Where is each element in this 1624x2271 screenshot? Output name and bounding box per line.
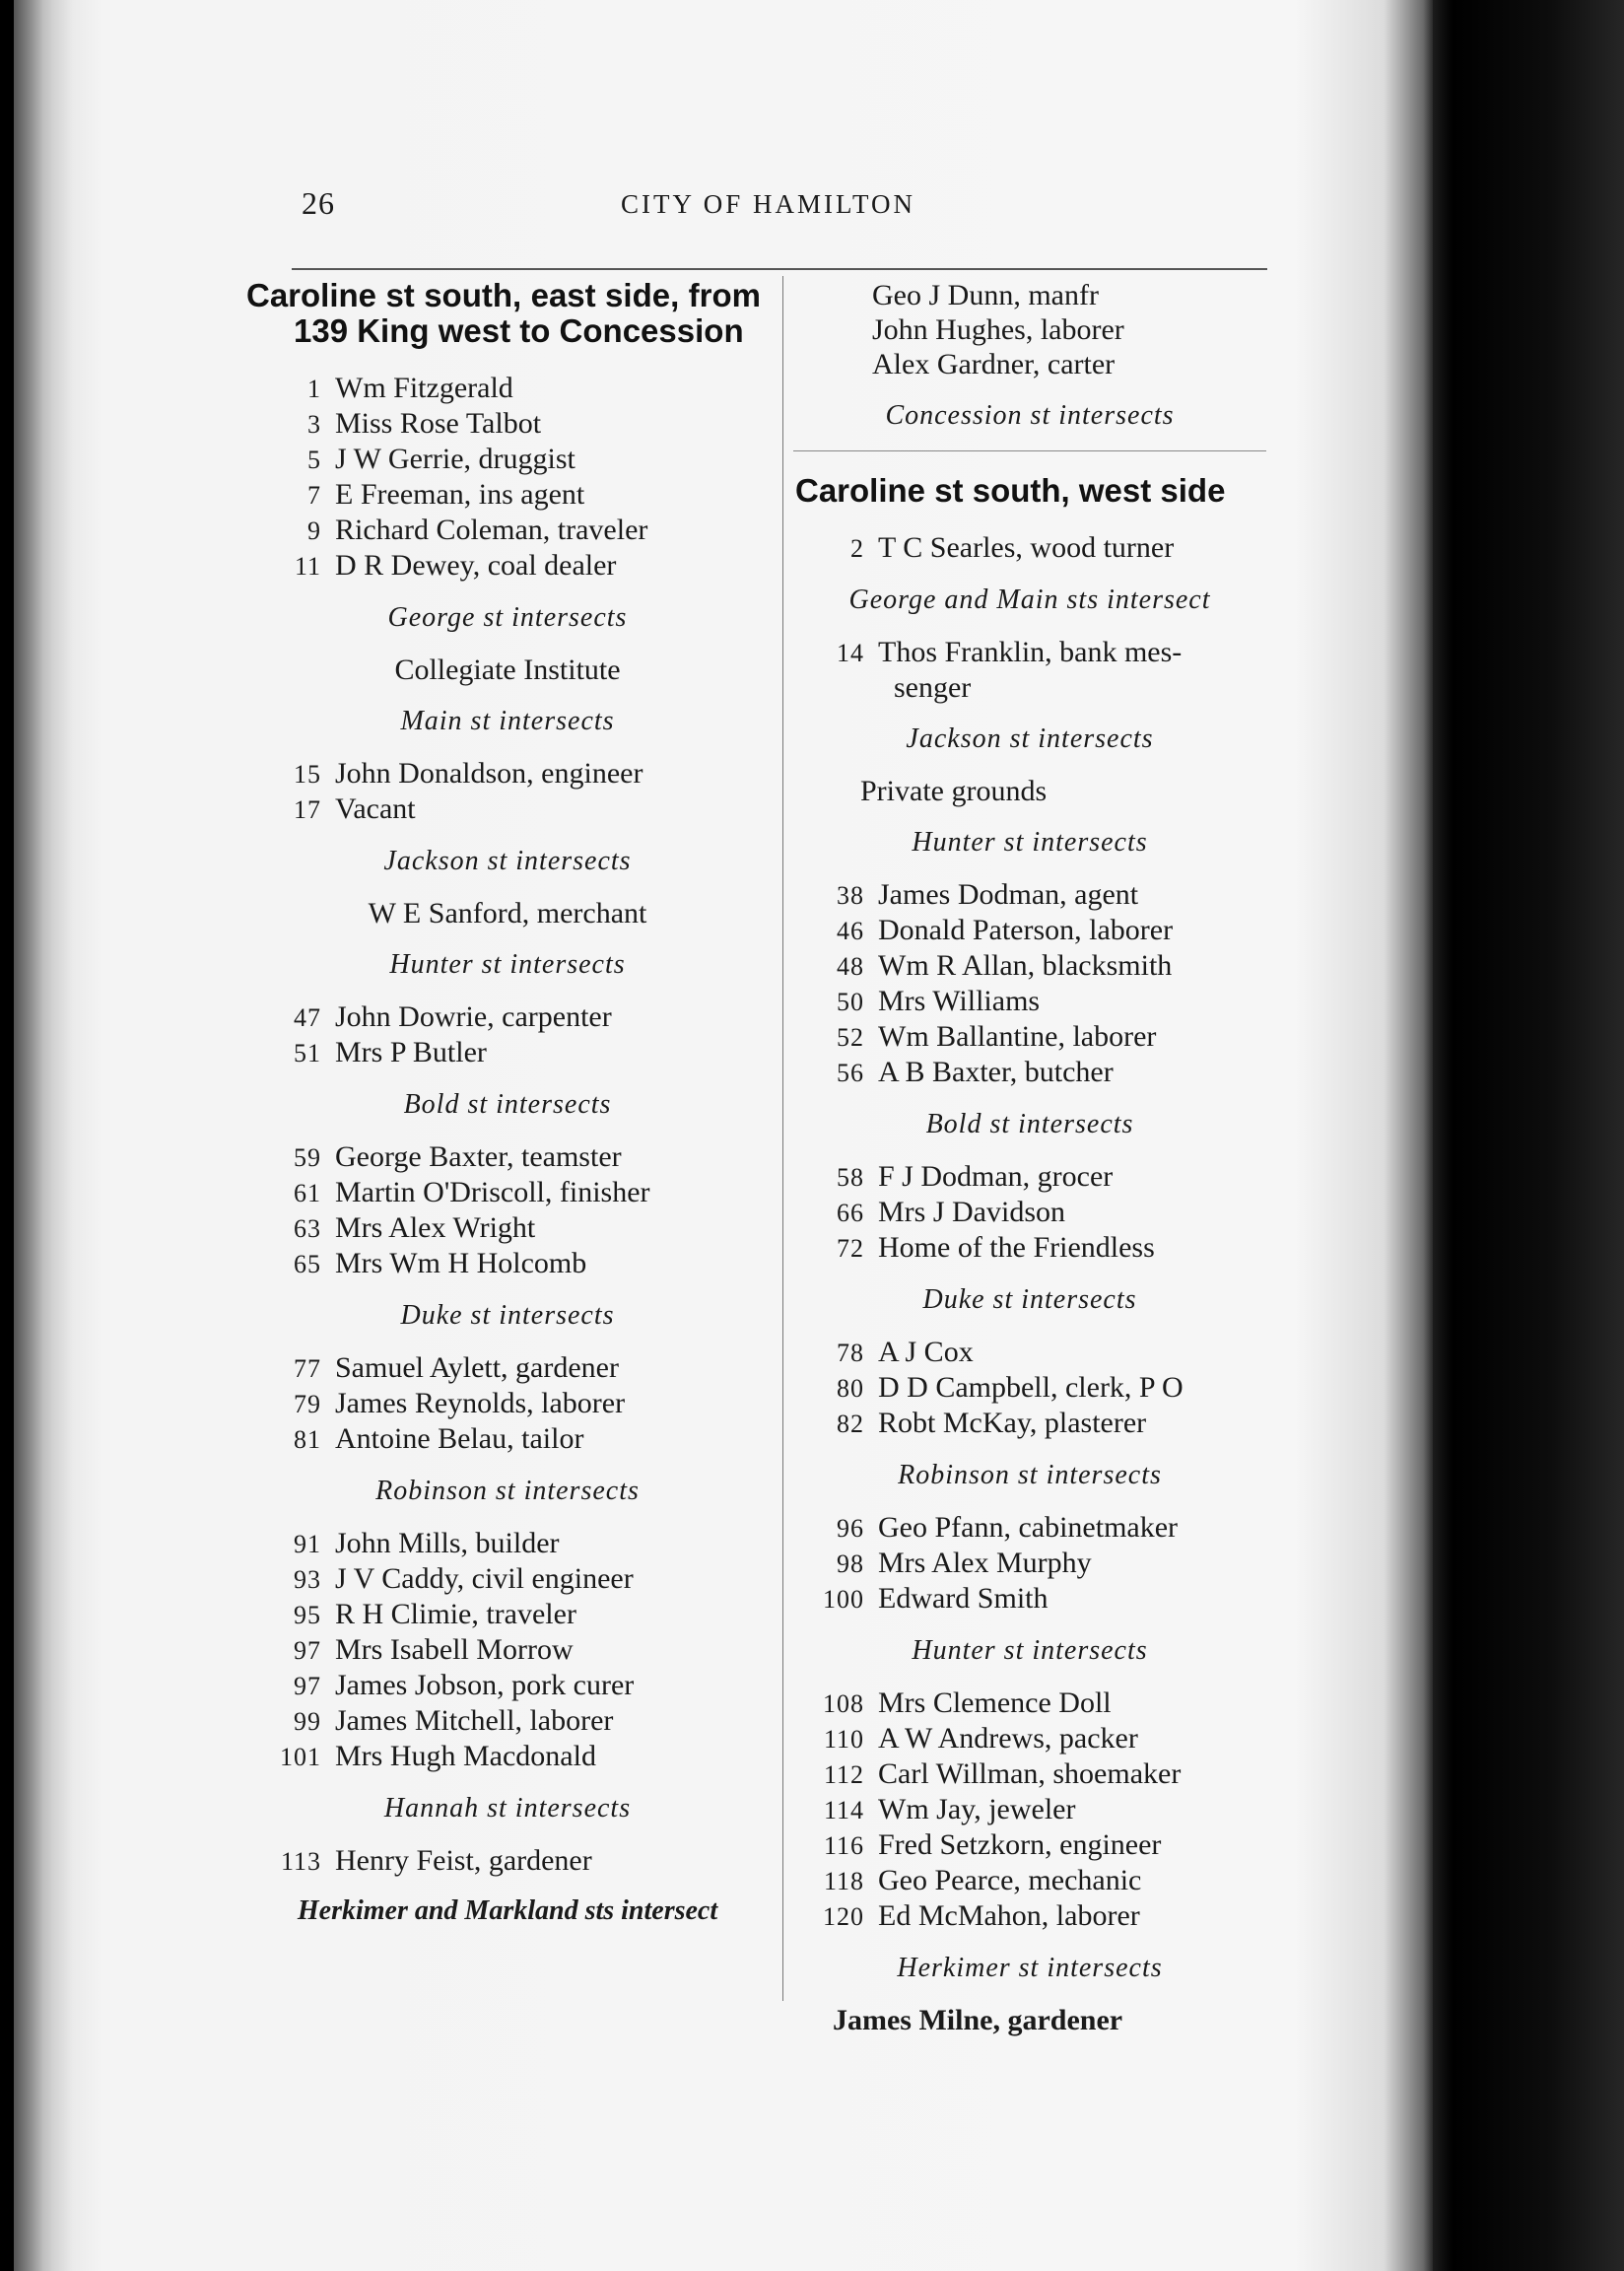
right-entries bbox=[783, 877, 1276, 1985]
directory-entry bbox=[783, 1195, 1276, 1230]
property-note: Private grounds bbox=[860, 775, 1048, 807]
directory-entry bbox=[783, 1546, 1276, 1581]
resident-name: Ed McMahon, laborer bbox=[878, 1899, 1140, 1932]
resident-name: James Jobson, pork curer bbox=[335, 1669, 635, 1701]
house-number: 65 bbox=[294, 1250, 321, 1278]
header-rule bbox=[292, 268, 1267, 270]
directory-entry bbox=[783, 530, 1276, 566]
continued-entry: John Hughes, laborer bbox=[872, 313, 1124, 346]
house-number: 38 bbox=[837, 881, 864, 910]
resident-name: A B Baxter, butcher bbox=[878, 1056, 1114, 1088]
house-number: 112 bbox=[823, 1760, 864, 1789]
resident-name: John Mills, builder bbox=[335, 1527, 560, 1559]
directory-entry bbox=[246, 999, 769, 1035]
directory-entry bbox=[246, 1526, 769, 1561]
property-note: Collegiate Institute bbox=[394, 654, 621, 686]
cross-street: Bold st intersects bbox=[925, 1109, 1134, 1139]
resident-name: Edward Smith bbox=[878, 1582, 1049, 1615]
resident-name: Thos Franklin, bank mes- bbox=[878, 636, 1183, 668]
house-number: 3 bbox=[307, 410, 321, 439]
resident-name: E Freeman, ins agent bbox=[335, 478, 585, 511]
resident-name: Mrs Williams bbox=[878, 985, 1041, 1017]
house-number: 11 bbox=[294, 552, 321, 581]
resident-name: James Mitchell, laborer bbox=[335, 1704, 614, 1737]
house-number: 17 bbox=[294, 795, 321, 824]
house-number: 59 bbox=[294, 1143, 321, 1172]
directory-entry bbox=[246, 1597, 769, 1632]
house-number: 91 bbox=[294, 1530, 321, 1558]
directory-entry bbox=[783, 1863, 1276, 1898]
resident-name: J V Caddy, civil engineer bbox=[335, 1562, 634, 1595]
right-column bbox=[783, 278, 1276, 2051]
street-heading-west-side: Caroline st south, west side bbox=[795, 472, 1226, 509]
cross-street: Hunter st intersects bbox=[912, 827, 1148, 858]
directory-entry bbox=[783, 1406, 1276, 1441]
cross-street: George and Main sts intersect bbox=[848, 585, 1211, 615]
house-number: 46 bbox=[837, 917, 864, 945]
directory-entry bbox=[246, 1210, 769, 1246]
house-number: 52 bbox=[837, 1023, 864, 1052]
resident-name: James Reynolds, laborer bbox=[335, 1387, 626, 1419]
house-number: 77 bbox=[294, 1354, 321, 1383]
directory-entry bbox=[783, 877, 1276, 913]
house-number: 96 bbox=[837, 1514, 864, 1543]
house-number: 81 bbox=[294, 1425, 321, 1454]
directory-entry bbox=[246, 791, 769, 827]
cross-street: Jackson st intersects bbox=[383, 846, 632, 876]
resident-name: Mrs Wm H Holcomb bbox=[335, 1247, 587, 1279]
directory-entry bbox=[246, 513, 769, 548]
directory-entry bbox=[783, 1019, 1276, 1055]
resident-name: Mrs Alex Murphy bbox=[878, 1547, 1092, 1579]
house-number: 1 bbox=[307, 375, 321, 403]
directory-entry bbox=[246, 406, 769, 442]
cross-street: Robinson st intersects bbox=[375, 1476, 640, 1506]
resident-name: J W Gerrie, druggist bbox=[335, 443, 575, 475]
resident-name: John Donaldson, engineer bbox=[335, 757, 643, 790]
house-number: 80 bbox=[837, 1374, 864, 1403]
left-entries bbox=[246, 371, 769, 1879]
resident-name: John Dowrie, carpenter bbox=[335, 1000, 612, 1033]
resident-name: Richard Coleman, traveler bbox=[335, 514, 648, 546]
directory-entry bbox=[783, 1898, 1276, 1934]
directory-entry bbox=[246, 1703, 769, 1739]
continued-entry: Alex Gardner, carter bbox=[872, 348, 1116, 380]
house-number: 93 bbox=[294, 1565, 321, 1594]
next-page-edge bbox=[1433, 0, 1624, 2271]
directory-entry bbox=[246, 1139, 769, 1175]
house-number: 51 bbox=[294, 1039, 321, 1067]
running-title: CITY OF HAMILTON bbox=[621, 189, 916, 219]
house-number: 48 bbox=[837, 952, 864, 981]
directory-entry bbox=[246, 371, 769, 406]
resident-name: Miss Rose Talbot bbox=[335, 407, 542, 440]
resident-name: D R Dewey, coal dealer bbox=[335, 549, 617, 582]
house-number: 63 bbox=[294, 1214, 321, 1243]
resident-name: Donald Paterson, laborer bbox=[878, 914, 1174, 946]
house-number: 50 bbox=[837, 988, 864, 1016]
resident-name: F J Dodman, grocer bbox=[878, 1160, 1114, 1193]
house-number: 120 bbox=[823, 1902, 864, 1931]
resident-name: Mrs Clemence Doll bbox=[878, 1686, 1112, 1719]
directory-entry bbox=[246, 1175, 769, 1210]
resident-name: Wm R Allan, blacksmith bbox=[878, 949, 1173, 982]
house-number: 14 bbox=[837, 639, 864, 667]
directory-entry bbox=[246, 1632, 769, 1668]
directory-entry bbox=[783, 1510, 1276, 1546]
resident-name: R H Climie, traveler bbox=[335, 1598, 576, 1630]
cross-street: Hunter st intersects bbox=[912, 1635, 1148, 1666]
house-number: 118 bbox=[823, 1867, 864, 1895]
cross-street: Hannah st intersects bbox=[383, 1793, 632, 1824]
house-number: 66 bbox=[837, 1199, 864, 1227]
directory-entry bbox=[246, 1386, 769, 1421]
cross-street: Duke st intersects bbox=[922, 1284, 1137, 1315]
directory-entry bbox=[246, 1350, 769, 1386]
resident-name: Wm Jay, jeweler bbox=[878, 1793, 1076, 1825]
directory-entry bbox=[783, 1159, 1276, 1195]
resident-name: Geo Pfann, cabinetmaker bbox=[878, 1511, 1179, 1544]
resident-name: T C Searles, wood turner bbox=[878, 531, 1175, 564]
resident-name: Mrs Hugh Macdonald bbox=[335, 1740, 596, 1772]
house-number: 58 bbox=[837, 1163, 864, 1192]
page-header bbox=[0, 185, 1624, 235]
house-number: 15 bbox=[294, 760, 321, 789]
directory-entry bbox=[783, 948, 1276, 984]
house-number: 56 bbox=[837, 1059, 864, 1087]
directory-entry bbox=[246, 1561, 769, 1597]
directory-entry bbox=[783, 1055, 1276, 1090]
resident-name: A J Cox bbox=[878, 1336, 974, 1368]
house-number: 114 bbox=[823, 1796, 864, 1824]
resident-name: Mrs P Butler bbox=[335, 1036, 487, 1068]
resident-name: Robt McKay, plasterer bbox=[878, 1407, 1147, 1439]
directory-entry bbox=[246, 1035, 769, 1070]
cross-street: Duke st intersects bbox=[400, 1300, 615, 1331]
directory-entry bbox=[783, 1827, 1276, 1863]
directory-entry bbox=[783, 913, 1276, 948]
book-spine-shadow bbox=[14, 0, 73, 2271]
directory-entry bbox=[246, 442, 769, 477]
directory-entry bbox=[783, 1230, 1276, 1266]
resident-name-continued: senger bbox=[894, 671, 972, 704]
house-number: 110 bbox=[823, 1725, 864, 1754]
directory-entry bbox=[783, 1370, 1276, 1406]
resident-name: Wm Fitzgerald bbox=[335, 372, 513, 404]
house-number: 79 bbox=[294, 1390, 321, 1418]
cross-street-closing: Herkimer and Markland sts intersect bbox=[297, 1895, 718, 1926]
house-number: 97 bbox=[294, 1636, 321, 1665]
house-number: 61 bbox=[294, 1179, 321, 1207]
directory-entry bbox=[783, 1756, 1276, 1792]
directory-entry bbox=[783, 1792, 1276, 1827]
directory-entry bbox=[246, 1843, 769, 1879]
house-number: 5 bbox=[307, 446, 321, 474]
street-heading-east-side: Caroline st south, east side, from 139 King west to Concession bbox=[246, 277, 761, 349]
house-number: 100 bbox=[823, 1585, 864, 1614]
left-column bbox=[246, 278, 769, 1928]
resident-name: D D Campbell, clerk, P O bbox=[878, 1371, 1184, 1404]
house-number: 108 bbox=[823, 1689, 864, 1718]
resident-name: Mrs J Davidson bbox=[878, 1196, 1066, 1228]
resident-name: Antoine Belau, tailor bbox=[335, 1422, 584, 1455]
property-note: W E Sanford, merchant bbox=[368, 897, 647, 929]
house-number: 101 bbox=[280, 1743, 321, 1771]
directory-entry bbox=[783, 1686, 1276, 1721]
house-number: 113 bbox=[280, 1847, 321, 1876]
house-number: 78 bbox=[837, 1339, 864, 1367]
resident-name: Mrs Isabell Morrow bbox=[335, 1633, 574, 1666]
house-number: 95 bbox=[294, 1601, 321, 1629]
house-number: 2 bbox=[850, 534, 864, 563]
house-number: 9 bbox=[307, 516, 321, 545]
resident-name: Fred Setzkorn, engineer bbox=[878, 1828, 1162, 1861]
resident-name: Henry Feist, gardener bbox=[335, 1844, 592, 1877]
resident-name: Carl Willman, shoemaker bbox=[878, 1757, 1182, 1790]
cross-street: Bold st intersects bbox=[403, 1089, 612, 1120]
directory-entry bbox=[246, 477, 769, 513]
directory-entry bbox=[246, 1421, 769, 1457]
resident-name: Vacant bbox=[335, 792, 416, 825]
house-number: 116 bbox=[823, 1831, 864, 1860]
directory-entry bbox=[246, 1668, 769, 1703]
resident-name: Wm Ballantine, laborer bbox=[878, 1020, 1157, 1053]
resident-name: Home of the Friendless bbox=[878, 1231, 1155, 1264]
resident-name: Martin O'Driscoll, finisher bbox=[335, 1176, 650, 1208]
directory-entry bbox=[246, 1246, 769, 1281]
cross-street: Main st intersects bbox=[400, 706, 615, 736]
resident-name: James Dodman, agent bbox=[878, 878, 1139, 911]
directory-entry bbox=[783, 1721, 1276, 1756]
directory-entry bbox=[783, 1335, 1276, 1370]
house-number: 98 bbox=[837, 1549, 864, 1578]
section-rule bbox=[793, 450, 1266, 451]
page-number: 26 bbox=[302, 185, 335, 221]
house-number: 72 bbox=[837, 1234, 864, 1263]
closing-entry: James Milne, gardener bbox=[833, 2004, 1123, 2036]
cross-street: Herkimer st intersects bbox=[897, 1953, 1163, 1983]
resident-name: Mrs Alex Wright bbox=[335, 1211, 536, 1244]
directory-entry bbox=[246, 756, 769, 791]
house-number: 97 bbox=[294, 1672, 321, 1700]
house-number: 47 bbox=[294, 1003, 321, 1032]
house-number: 99 bbox=[294, 1707, 321, 1736]
directory-entry bbox=[246, 1739, 769, 1774]
resident-name: Samuel Aylett, gardener bbox=[335, 1351, 619, 1384]
directory-entry bbox=[783, 1581, 1276, 1617]
directory-entry bbox=[783, 635, 1276, 670]
house-number: 7 bbox=[307, 481, 321, 510]
house-number: 82 bbox=[837, 1410, 864, 1438]
cross-street: Hunter st intersects bbox=[389, 949, 626, 980]
cross-street: George st intersects bbox=[387, 602, 628, 633]
resident-name: George Baxter, teamster bbox=[335, 1140, 622, 1173]
cross-street: Concession st intersects bbox=[885, 400, 1175, 431]
resident-name: A W Andrews, packer bbox=[878, 1722, 1138, 1755]
directory-entry bbox=[246, 548, 769, 584]
cross-street: Jackson st intersects bbox=[906, 723, 1154, 754]
continued-entry: Geo J Dunn, manfr bbox=[872, 279, 1099, 311]
resident-name: Geo Pearce, mechanic bbox=[878, 1864, 1142, 1896]
cross-street: Robinson st intersects bbox=[898, 1460, 1162, 1490]
directory-entry bbox=[783, 984, 1276, 1019]
